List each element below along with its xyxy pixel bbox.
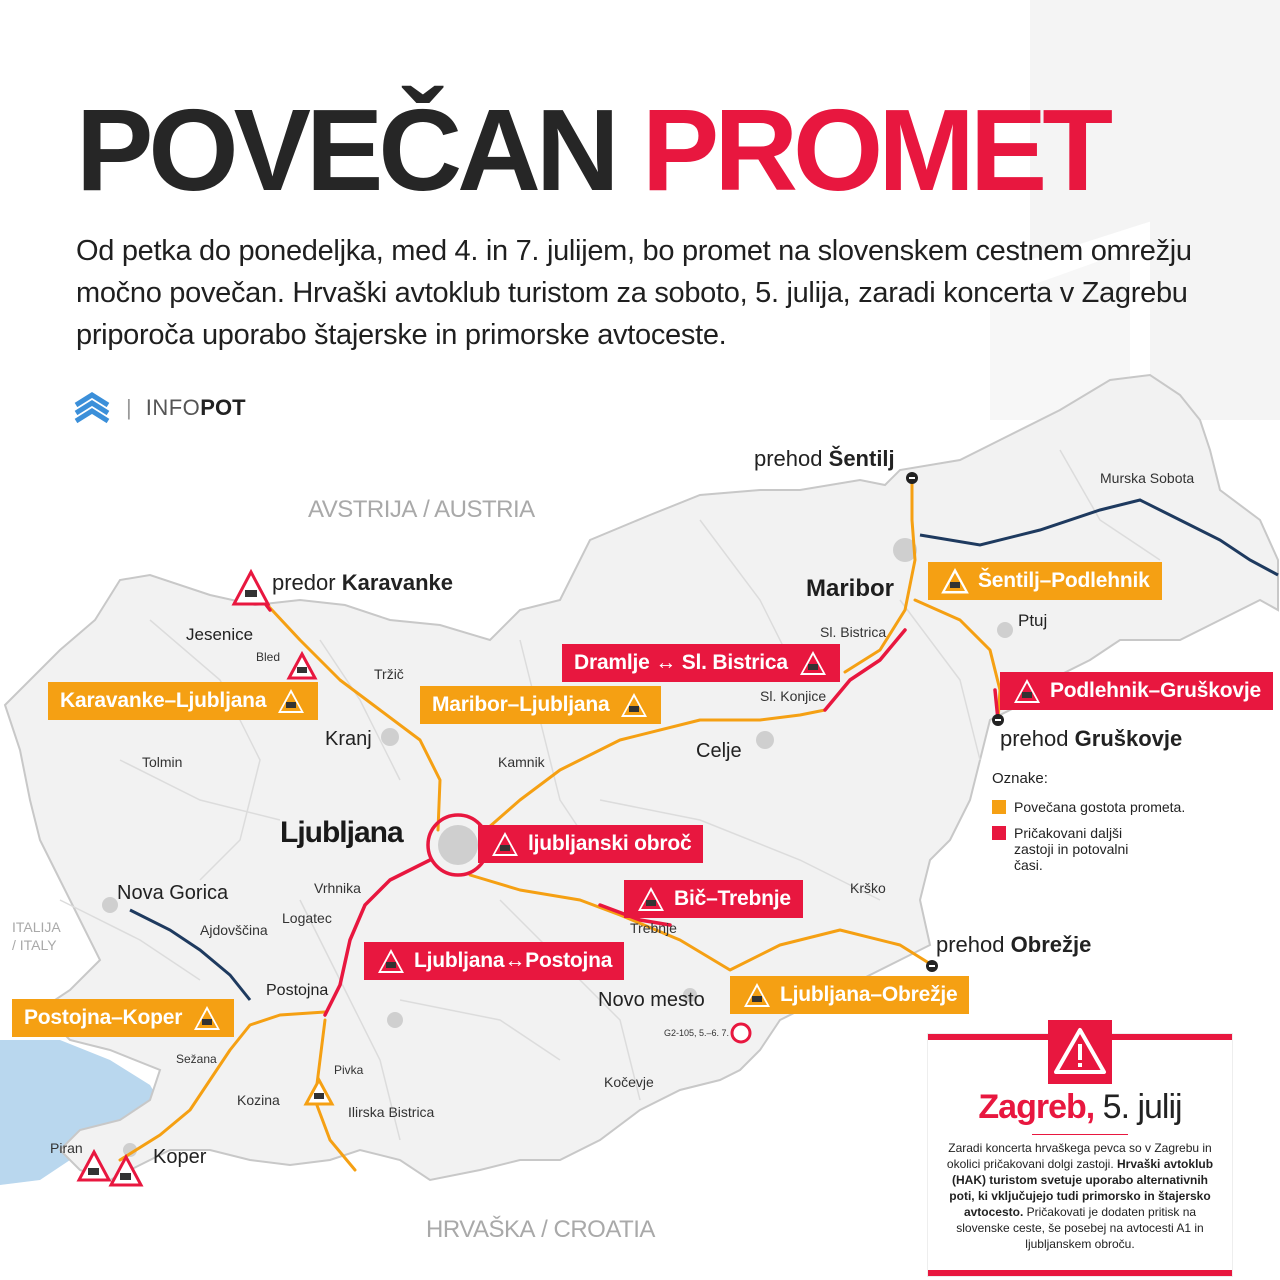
label-jesenice: Jesenice: [186, 625, 254, 644]
label-croatia: HRVAŠKA / CROATIA: [426, 1216, 655, 1243]
tag-sentilj-podlehnik: Šentilj–Podlehnik: [928, 562, 1162, 600]
tag-karavanke-ljubljana: Karavanke–Ljubljana: [48, 682, 318, 720]
traffic-warning-icon: [742, 981, 772, 1009]
label-austria: AVSTRIJA / AUSTRIA: [308, 496, 535, 523]
traffic-warning-icon: [376, 947, 406, 975]
legend-title: Oznake:: [992, 770, 1048, 787]
map-legend: [992, 770, 1232, 883]
tag-ljubljana-postojna: Ljubljana↔Postojna: [364, 942, 624, 980]
traffic-warning-icon: [619, 691, 649, 719]
label-nova-gorica: Nova Gorica: [117, 882, 229, 904]
label-kranj: Kranj: [325, 728, 372, 750]
tag-dramlje-bistrica: Dramlje ↔ Sl. Bistrica: [562, 644, 840, 682]
brand-logo: | INFO POT: [74, 390, 246, 426]
zagreb-alert-box: [928, 1034, 1232, 1276]
label-postojna: Postojna: [266, 982, 329, 999]
label-koper: Koper: [153, 1146, 207, 1168]
label-novo-mesto: Novo mesto: [598, 989, 705, 1011]
traffic-warning-icon: [192, 1004, 222, 1032]
tag-ljubljanski-obroc: ljubljanski obroč: [478, 825, 703, 863]
label-maribor: Maribor: [806, 575, 895, 602]
tag-maribor-ljubljana: Maribor–Ljubljana: [420, 686, 661, 724]
label-italy: ITALIJA / ITALY: [12, 919, 61, 953]
traffic-warning-icon: [490, 830, 520, 858]
label-ajdovscina: Ajdovščina: [200, 922, 268, 938]
tag-postojna-koper: Postojna–Koper: [12, 999, 234, 1037]
label-ilirska-bistrica: Ilirska Bistrica: [348, 1104, 435, 1120]
label-ljubljana: Ljubljana: [280, 816, 403, 849]
label-vrhnika: Vrhnika: [314, 880, 361, 896]
traffic-warning-icon: [636, 885, 666, 913]
label-kocevje: Kočevje: [604, 1074, 654, 1090]
label-kozina: Kozina: [237, 1092, 280, 1108]
label-sl-bistrica: Sl. Bistrica: [820, 624, 887, 640]
label-ptuj: Ptuj: [1018, 611, 1048, 630]
alert-warning-icon: [1048, 1020, 1112, 1084]
label-sl-konjice: Sl. Konjice: [760, 688, 827, 704]
label-sezana: Sežana: [176, 1052, 217, 1066]
label-piran: Piran: [50, 1140, 83, 1156]
label-pivka: Pivka: [334, 1063, 364, 1077]
road-g2-warning-marker: [732, 1024, 750, 1042]
label-road-g2: G2-105, 5.–6. 7.: [664, 1028, 730, 1038]
traffic-warning-icon: [798, 649, 828, 677]
label-bled: Bled: [256, 650, 281, 664]
label-murska-sobota: Murska Sobota: [1100, 470, 1195, 486]
alert-body: Zaradi koncerta hrvaškega pevca so v Zagrebu in okolici pričakovani dolgi zastoji. Hrvaški avtoklub (HAK) turistom svetuje uporabo alternativnih poti, ki vključujejo tudi primorsko in štajersko avtocesto. Pričakovati je dodaten pritisk na slovenske ceste, še posebej na avtocesti A1 in ljubljanskem obroču.: [946, 1141, 1214, 1251]
alert-heading: Zagreb, 5. julij: [978, 1088, 1182, 1126]
label-crossing-gruskovje: prehod Gruškovje: [1000, 726, 1183, 751]
tag-podlehnik-gruskovje: Podlehnik–Gruškovje: [1000, 672, 1273, 710]
intro-text: Od petka do ponedeljka, med 4. in 7. julijem, bo promet na slovenskem cestnem omrežju močno povečan. Hrvaški avtoklub turistom za soboto, 5. julija, zaradi koncerta v Zagrebu priporoča uporabo štajerske in primorske avtoceste.: [76, 235, 1192, 351]
label-trebnje: Trebnje: [630, 920, 677, 936]
label-tolmin: Tolmin: [142, 754, 183, 770]
label-trzic: Tržič: [374, 666, 404, 682]
label-kamnik: Kamnik: [498, 754, 545, 770]
traffic-warning-icon: [940, 567, 970, 595]
label-tunnel-karavanke: predor Karavanke: [272, 570, 454, 595]
tag-ljubljana-obrezje: Ljubljana–Obrežje: [730, 976, 969, 1014]
legend-item-red: Pričakovani daljši zastoji in potovalni časi.: [992, 825, 1232, 873]
legend-swatch-red: [992, 826, 1006, 840]
traffic-warning-icon: [276, 687, 306, 715]
tag-bic-trebnje: Bič–Trebnje: [624, 880, 803, 918]
label-logatec: Logatec: [282, 910, 332, 926]
page-title: POVEČAN PROMET: [76, 85, 1109, 215]
legend-swatch-orange: [992, 800, 1006, 814]
traffic-warning-icon: [1012, 677, 1042, 705]
alert-divider: [1032, 1134, 1128, 1135]
label-celje: Celje: [696, 740, 742, 762]
label-krsko: Krško: [850, 880, 886, 896]
label-crossing-obrezje: prehod Obrežje: [936, 932, 1092, 957]
legend-item-orange: Povečana gostota prometa.: [992, 799, 1232, 815]
label-crossing-sentilj: prehod Šentilj: [754, 446, 895, 471]
